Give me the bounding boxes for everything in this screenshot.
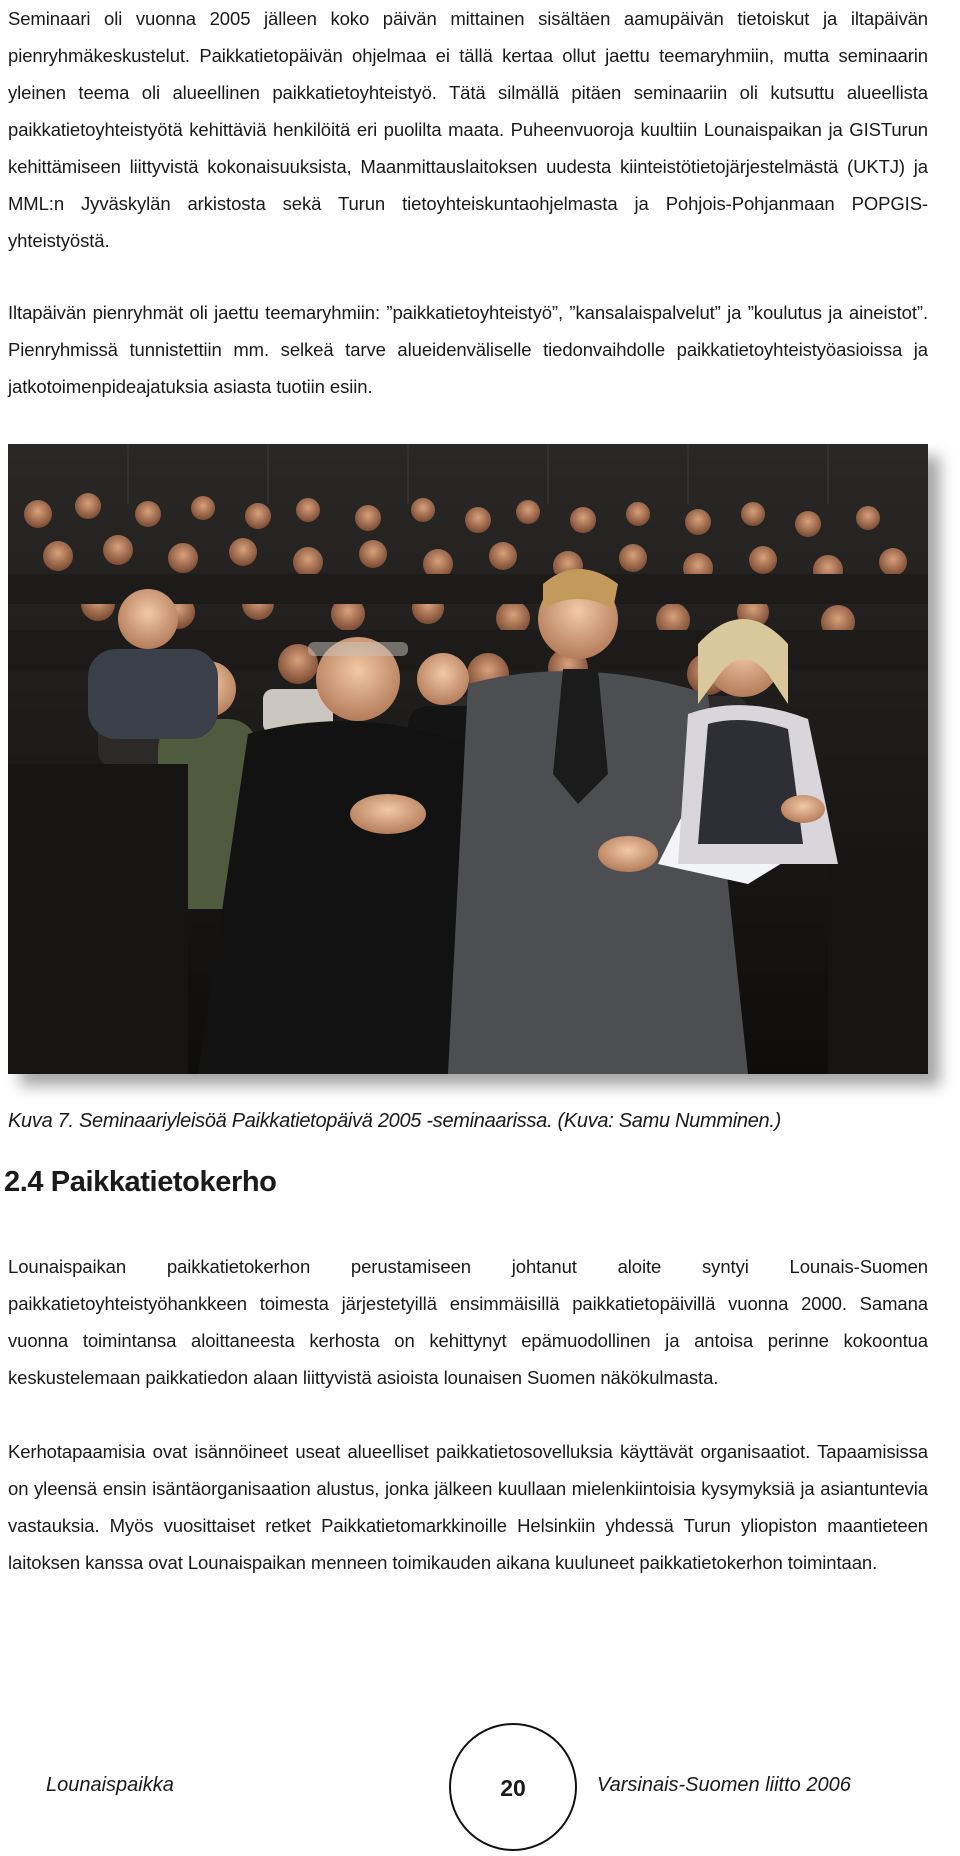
- page-number: 20: [500, 1775, 526, 1801]
- figure-caption: Kuva 7. Seminaariyleisöä Paikkatietopäivä 2005 -seminaarissa. (Kuva: Samu Numminen.): [8, 1110, 781, 1132]
- section-heading: 2.4 Paikkatietokerho: [4, 1166, 277, 1198]
- body-paragraph-3: Lounaispaikan paikkatietokerhon perustamiseen johtanut aloite syntyi Lounais-Suomen paikkatietoyhteistyöhankkeen toimesta järjestetyillä ensimmäisillä paikkatietopäivillä vuonna 2000. Samana vuonna toimintansa aloittaneesta kerhosta on kehittynyt epämuodollinen ja antoisa perinne kokoontua keskustelemaan paikkatiedon alaan liittyvistä asioista lounaisen Suomen näkökulmasta.: [8, 1256, 928, 1388]
- footer-publisher: Varsinais-Suomen liitto 2006: [597, 1774, 851, 1796]
- body-paragraph-1: Seminaari oli vuonna 2005 jälleen koko päivän mittainen sisältäen aamupäivän tietoiskut ja iltapäivän pienryhmäkeskustelut. Paikkatietopäivän ohjelmaa ei tällä kertaa ollut jaettu teemaryhmiin, mutta seminaarin yleinen teema oli alueellinen paikkatietoyhteistyö. Tätä silmällä pitäen seminaariin oli kutsuttu alueellista paikkatietoyhteistyötä kehittäviä henkilöitä eri puolilta maata. Puheenvuoroja kuultiin Lounaispaikan ja GISTurun kehittämiseen liittyvistä kokonaisuuksista, Maanmittauslaitoksen uudesta kiinteistötietojärjestelmästä (UKTJ) ja MML:n Jyväskylän arkistosta sekä Turun tietoyhteiskuntaohjelmasta ja Pohjois-Pohjanmaan POPGIS-yhteistyöstä.: [8, 8, 928, 251]
- footer-publication: Lounaispaikka: [46, 1774, 174, 1796]
- seminar-audience-photo: [8, 444, 928, 1074]
- body-paragraph-4: Kerhotapaamisia ovat isännöineet useat alueelliset paikkatietosovelluksia käyttävät organisaatiot. Tapaamisissa on yleensä ensin isäntäorganisaation alustus, jonka jälkeen kuullaan mielenkiintoisia kysymyksiä ja asiantuntevia vastauksia. Myös vuosittaiset retket Paikkatietomarkkinoille Helsinkiin yhdessä Turun yliopiston maantieteen laitoksen kanssa ovat Lounaispaikan menneen toimikauden aikana kuuluneet paikkatietokerhon toimintaan.: [8, 1441, 928, 1573]
- body-paragraph-2: Iltapäivän pienryhmät oli jaettu teemaryhmiin: ”paikkatietoyhteistyö”, ”kansalaispalvelut” ja ”koulutus ja aineistot”. Pienryhmissä tunnistettiin mm. selkeä tarve alueidenväliselle tiedonvaihdolle paikkatietoyhteistyöasioissa ja jatkotoimenpideajatuksia asiasta tuotiin esiin.: [8, 302, 928, 397]
